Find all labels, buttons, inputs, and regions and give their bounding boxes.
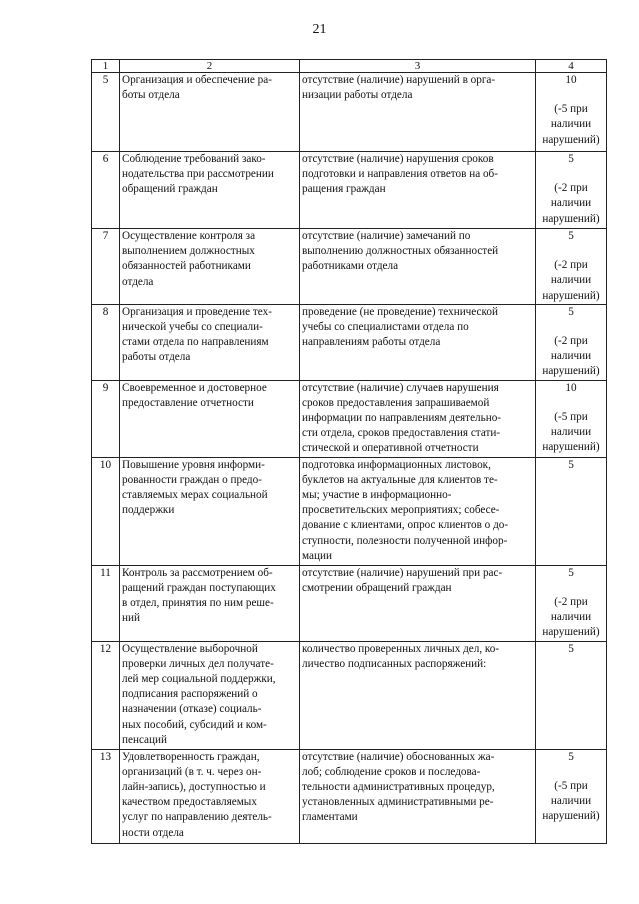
evaluation-criterion-line: ращения граждан bbox=[302, 183, 386, 196]
indicator-name bbox=[120, 73, 300, 152]
indicator-name-line: стами отдела по направлениям bbox=[122, 336, 269, 349]
table-row bbox=[92, 73, 607, 152]
penalty-note bbox=[538, 181, 604, 227]
indicator-name-line: качеством предоставляемых bbox=[122, 796, 257, 809]
evaluation-criterion-line: тельности административных процедур, bbox=[302, 781, 495, 794]
row-number: 9 bbox=[92, 380, 120, 457]
penalty-note-line: (-2 при bbox=[554, 335, 588, 348]
table-row bbox=[92, 749, 607, 843]
penalty-note-line: нарушений) bbox=[542, 365, 600, 378]
score-cell bbox=[536, 229, 607, 305]
penalty-note-line: нарушений) bbox=[542, 212, 600, 225]
header-row bbox=[92, 60, 607, 73]
evaluation-criterion-line: лоб; соблюдение сроков и последова- bbox=[302, 765, 481, 778]
row-number: 6 bbox=[92, 152, 120, 229]
evaluation-criterion bbox=[300, 565, 536, 641]
penalty-note bbox=[538, 334, 604, 380]
penalty-note bbox=[538, 102, 604, 148]
indicator-name-line: ных пособий, субсидий и ком- bbox=[122, 718, 267, 731]
indicator-name-line: Организация и обеспечение ра- bbox=[122, 74, 272, 86]
header-col-2: 2 bbox=[120, 60, 300, 73]
indicator-name bbox=[120, 457, 300, 565]
penalty-note-line: наличии bbox=[550, 795, 592, 808]
evaluation-criterion-line: проведение (не проведение) технической bbox=[302, 305, 498, 318]
indicator-name-line: рованности граждан о предо- bbox=[122, 473, 262, 486]
evaluation-criterion-line: отсутствие (наличие) нарушений при рас- bbox=[302, 566, 503, 579]
penalty-note bbox=[538, 779, 604, 825]
table-row bbox=[92, 380, 607, 457]
penalty-note-line: (-5 при bbox=[554, 779, 588, 792]
evaluation-criterion-line: буклетов на актуальные для клиентов те- bbox=[302, 473, 498, 486]
header-col-3: 3 bbox=[300, 60, 536, 73]
penalty-note-line: наличии bbox=[550, 118, 592, 131]
penalty-note-line: наличии bbox=[550, 197, 592, 210]
row-number: 11 bbox=[92, 565, 120, 641]
indicator-name-line: выполнением должностных bbox=[122, 245, 255, 258]
header-col-4: 4 bbox=[536, 60, 607, 73]
indicator-name-line: отдела bbox=[122, 275, 154, 288]
row-number: 8 bbox=[92, 304, 120, 380]
score-value: 5 bbox=[568, 642, 574, 655]
indicator-name-line: ставляемых мерах социальной bbox=[122, 489, 268, 502]
indicator-name-line: Осуществление выборочной bbox=[122, 642, 258, 655]
evaluation-criterion-line: личество подписанных распоряжений: bbox=[302, 657, 487, 670]
score-value: 5 bbox=[568, 750, 574, 763]
penalty-note bbox=[538, 595, 604, 641]
table-row bbox=[92, 641, 607, 749]
evaluation-criterion-line: отсутствие (наличие) обоснованных жа- bbox=[302, 750, 495, 763]
evaluation-criterion-line: гламентами bbox=[302, 811, 358, 824]
row-number: 10 bbox=[92, 457, 120, 565]
indicator-name-line: боты отдела bbox=[122, 89, 180, 102]
penalty-note-line: нарушений) bbox=[542, 289, 600, 302]
indicator-name-line: ний bbox=[122, 612, 140, 625]
indicator-name-line: нической учебы со специали- bbox=[122, 321, 263, 334]
indicator-name-line: назначении (отказе) социаль- bbox=[122, 703, 262, 716]
evaluation-criterion-line: работниками отдела bbox=[302, 260, 399, 273]
evaluation-criterion-line: ступности, полезности полученной инфор- bbox=[302, 534, 508, 547]
evaluation-criterion-line: смотрении обращений граждан bbox=[302, 581, 452, 594]
indicator-name-line: предоставление отчетности bbox=[122, 396, 254, 409]
criteria-table bbox=[91, 59, 607, 844]
evaluation-criterion-line: установленных административными ре- bbox=[302, 796, 494, 809]
table-row bbox=[92, 152, 607, 229]
evaluation-criterion bbox=[300, 304, 536, 380]
indicator-name-line: лайн-запись), доступностью и bbox=[122, 781, 266, 794]
indicator-name-line: Контроль за рассмотрением об- bbox=[122, 566, 273, 579]
score-cell bbox=[536, 304, 607, 380]
indicator-name-line: обязанностей работниками bbox=[122, 260, 251, 273]
indicator-name-line: услуг по направлению деятель- bbox=[122, 811, 272, 824]
evaluation-criterion bbox=[300, 73, 536, 152]
row-number: 12 bbox=[92, 641, 120, 749]
penalty-note-line: нарушений) bbox=[542, 810, 600, 823]
indicator-name-line: работы отдела bbox=[122, 351, 191, 364]
table-row bbox=[92, 304, 607, 380]
indicator-name-line: поддержки bbox=[122, 504, 175, 517]
evaluation-criterion-line: мы; участие в информационно- bbox=[302, 489, 452, 502]
evaluation-criterion-line: мации bbox=[302, 549, 332, 562]
evaluation-criterion-line: учебы со специалистами отдела по bbox=[302, 321, 469, 334]
score-value: 5 bbox=[568, 566, 574, 579]
evaluation-criterion bbox=[300, 229, 536, 305]
penalty-note-line: нарушений) bbox=[542, 626, 600, 639]
penalty-note-line: (-5 при bbox=[554, 103, 588, 116]
indicator-name-line: нодательства при рассмотрении bbox=[122, 168, 274, 181]
table-row bbox=[92, 229, 607, 305]
penalty-note bbox=[538, 258, 604, 304]
penalty-note-line: (-2 при bbox=[554, 595, 588, 608]
evaluation-criterion-line: количество проверенных личных дел, ко- bbox=[302, 642, 500, 655]
indicator-name-line: Повышение уровня информи- bbox=[122, 458, 265, 471]
header-col-1: 1 bbox=[92, 60, 120, 73]
evaluation-criterion-line: низации работы отдела bbox=[302, 89, 413, 102]
row-number: 7 bbox=[92, 229, 120, 305]
indicator-name bbox=[120, 380, 300, 457]
penalty-note bbox=[538, 410, 604, 456]
penalty-note-line: наличии bbox=[550, 350, 592, 363]
penalty-note-line: (-2 при bbox=[554, 259, 588, 272]
indicator-name-line: проверки личных дел получате- bbox=[122, 657, 274, 670]
table-row bbox=[92, 457, 607, 565]
evaluation-criterion-line: отсутствие (наличие) нарушения сроков bbox=[302, 153, 494, 165]
table-row bbox=[92, 565, 607, 641]
indicator-name-line: организаций (в т. ч. через он- bbox=[122, 765, 262, 778]
row-number: 13 bbox=[92, 749, 120, 843]
indicator-name bbox=[120, 152, 300, 229]
penalty-note-line: нарушений) bbox=[542, 133, 600, 146]
indicator-name bbox=[120, 229, 300, 305]
penalty-note-line: наличии bbox=[550, 274, 592, 287]
evaluation-criterion-line: просветительских мероприятиях; собесе- bbox=[302, 504, 500, 517]
score-value: 10 bbox=[565, 74, 577, 86]
evaluation-criterion-line: отсутствие (наличие) нарушений в орга- bbox=[302, 74, 496, 86]
evaluation-criterion-line: сроков предоставления запрашиваемой bbox=[302, 396, 490, 409]
indicator-name-line: подписания распоряжений о bbox=[122, 688, 258, 701]
score-cell bbox=[536, 457, 607, 565]
indicator-name-line: Своевременное и достоверное bbox=[122, 381, 267, 394]
score-cell bbox=[536, 380, 607, 457]
indicator-name-line: Организация и проведение тех- bbox=[122, 305, 272, 318]
evaluation-criterion bbox=[300, 457, 536, 565]
indicator-name bbox=[120, 749, 300, 843]
evaluation-criterion-line: стической и оперативной отчетности bbox=[302, 442, 479, 455]
penalty-note-line: (-2 при bbox=[554, 182, 588, 195]
indicator-name-line: Осуществление контроля за bbox=[122, 230, 256, 242]
indicator-name bbox=[120, 565, 300, 641]
evaluation-criterion bbox=[300, 641, 536, 749]
evaluation-criterion-line: сти отдела, сроков предоставления стати- bbox=[302, 427, 501, 440]
table-body bbox=[92, 73, 607, 844]
evaluation-criterion-line: информации по направлениям деятельно- bbox=[302, 412, 502, 425]
score-value: 5 bbox=[568, 153, 574, 165]
evaluation-criterion bbox=[300, 749, 536, 843]
page-number: 21 bbox=[312, 22, 327, 37]
indicator-name bbox=[120, 641, 300, 749]
evaluation-criterion-line: подготовки и направления ответов на об- bbox=[302, 168, 498, 181]
score-value: 5 bbox=[568, 305, 574, 318]
evaluation-criterion bbox=[300, 380, 536, 457]
evaluation-criterion bbox=[300, 152, 536, 229]
penalty-note-line: нарушений) bbox=[542, 441, 600, 454]
score-cell bbox=[536, 73, 607, 152]
indicator-name bbox=[120, 304, 300, 380]
indicator-name-line: ности отдела bbox=[122, 826, 184, 839]
score-cell bbox=[536, 641, 607, 749]
score-value: 10 bbox=[565, 381, 577, 394]
score-cell bbox=[536, 152, 607, 229]
evaluation-criterion-line: направлениям работы отдела bbox=[302, 336, 441, 349]
score-value: 5 bbox=[568, 230, 574, 242]
evaluation-criterion-line: подготовка информационных листовок, bbox=[302, 458, 491, 471]
evaluation-criterion-line: отсутствие (наличие) случаев нарушения bbox=[302, 381, 499, 394]
indicator-name-line: обращений граждан bbox=[122, 183, 218, 196]
indicator-name-line: в отдел, принятия по ним реше- bbox=[122, 597, 274, 610]
indicator-name-line: лей мер социальной поддержки, bbox=[122, 673, 276, 686]
indicator-name-line: пенсаций bbox=[122, 733, 167, 746]
penalty-note-line: наличии bbox=[550, 426, 592, 439]
evaluation-criterion-line: отсутствие (наличие) замечаний по bbox=[302, 230, 471, 242]
score-cell bbox=[536, 749, 607, 843]
score-cell bbox=[536, 565, 607, 641]
row-number: 5 bbox=[92, 73, 120, 152]
indicator-name-line: ращений граждан поступающих bbox=[122, 581, 276, 594]
indicator-name-line: Удовлетворенность граждан, bbox=[122, 750, 260, 763]
indicator-name-line: Соблюдение требований зако- bbox=[122, 153, 266, 165]
evaluation-criterion-line: выполнению должностных обязанностей bbox=[302, 245, 499, 258]
score-value: 5 bbox=[568, 458, 574, 471]
penalty-note-line: (-5 при bbox=[554, 410, 588, 423]
evaluation-criterion-line: дование с клиентами, опрос клиентов о до- bbox=[302, 519, 509, 532]
penalty-note-line: наличии bbox=[550, 611, 592, 624]
